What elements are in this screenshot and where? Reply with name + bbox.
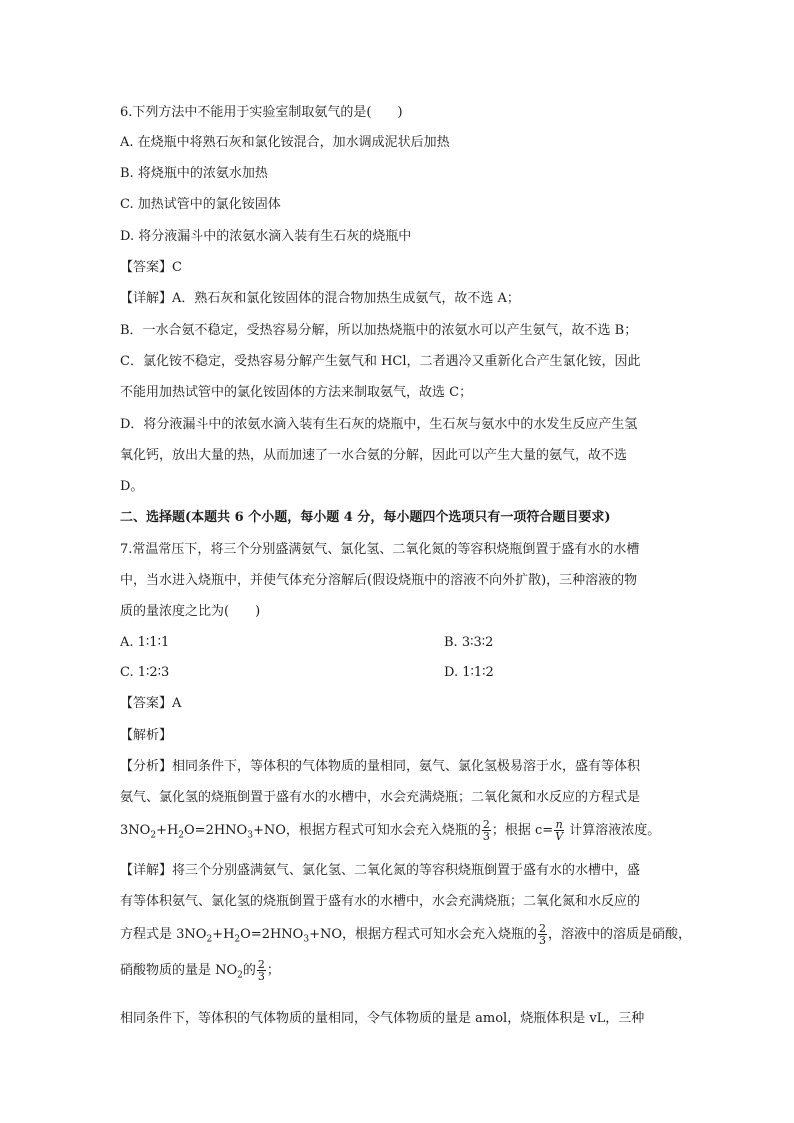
q6-option-d: D. 将分液漏斗中的浓氨水滴入装有生石灰的烧瓶中 xyxy=(120,229,412,244)
section-title: 二、选择题(本题共 6 个小题，每小题 4 分，每小题四个选项只有一项符合题目要求) xyxy=(120,510,611,525)
fraction-two-thirds: $\frac{2}{3}$ xyxy=(539,922,547,947)
q6-option-b: B. 将烧瓶中的浓氨水加热 xyxy=(120,166,268,181)
q7-fenxi-line: 【分析】相同条件下，等体积的气体物质的量相同，氨气、氯化氢极易溶于水，盛有等体积 xyxy=(120,759,641,774)
q7-fenxi-line: 氨气、氯化氢的烧瓶倒置于盛有水的水槽中，水会充满烧瓶；二氧化氮和水反应的方程式是 xyxy=(120,790,641,805)
q6-option-a: A. 在烧瓶中将熟石灰和氯化铵混合，加水调成泥状后加热 xyxy=(120,135,450,150)
q6-stem: 6.下列方法中不能用于实验室制取氨气的是( ) xyxy=(120,105,403,120)
fraction-two-thirds: $\frac{2}{3}$ xyxy=(257,958,265,983)
q7-option-d: D. 1∶1∶2 xyxy=(444,665,494,680)
q6-explain-line: C．氯化铵不稳定，受热容易分解产生氨气和 HCl，二者遇冷又重新化合产生氯化铵，因此 xyxy=(120,354,641,369)
fraction-n-over-v: $\frac{n}{V}$ xyxy=(555,818,564,843)
q6-explain-line: D．将分液漏斗中的浓氨水滴入装有生石灰的烧瓶中，生石灰与氨水中的水发生反应产生氢 xyxy=(120,417,638,432)
q7-stem-line: 中，当水进入烧瓶中，并使气体充分溶解后(假设烧瓶中的溶液不向外扩散)，三种溶液的物 xyxy=(120,573,638,588)
q6-explain-line: 氧化钙，放出大量的热，从而加速了一水合氨的分解，因此可以产生大量的氨气，故不选 xyxy=(120,448,628,463)
q7-analysis-label: 【解析】 xyxy=(120,728,173,743)
q7-option-b: B. 3∶3∶2 xyxy=(444,635,494,650)
q7-option-a: A. 1∶1∶1 xyxy=(120,635,170,650)
q7-option-c: C. 1∶2∶3 xyxy=(120,665,170,680)
q6-explain-line: D。 xyxy=(120,479,144,494)
q7-stem-line: 7.常温常压下，将三个分别盛满氨气、氯化氢、二氧化氮的等容积烧瓶倒置于盛有水的水槽 xyxy=(120,542,640,557)
q6-explain-line: 不能用加热试管中的氯化铵固体的方法来制取氨气，故选 C； xyxy=(120,385,473,400)
q7-xiangjie-line: 有等体积氨气、氯化氢的烧瓶倒置于盛有水的水槽中，水会充满烧瓶；二氧化氮和水反应的 xyxy=(120,894,641,909)
fraction-two-thirds: $\frac{2}{3}$ xyxy=(482,818,490,843)
q7-stem-line: 质的量浓度之比为( ) xyxy=(120,604,261,619)
q7-xiangjie-equation-line: 方程式是 $3NO_2+H_2O=2HNO_3+NO$，根据方程式可知水会充入烧瓶的 $\frac{2}{3}$ ，溶液中的溶质是硝酸， xyxy=(120,922,692,947)
q6-answer: 【答案】C xyxy=(120,260,182,275)
q6-explain-line: B．一水合氨不稳定，受热容易分解，所以加热烧瓶中的浓氨水可以产生氨气，故不选 B； xyxy=(120,323,638,338)
q6-option-c: C. 加热试管中的氯化铵固体 xyxy=(120,197,281,212)
q7-answer: 【答案】A xyxy=(120,696,182,711)
q7-xiangjie-line: 【详解】将三个分别盛满氨气、氯化氢、二氧化氮的等容积烧瓶倒置于盛有水的水槽中，盛 xyxy=(120,863,641,878)
q7-xiangjie-nitric-line: 硝酸物质的量是 $NO_2$的 $\frac{2}{3}$ ； xyxy=(120,958,280,983)
q7-xiangjie-line: 相同条件下，等体积的气体物质的量相同，令气体物质的量是 amol，烧瓶体积是 vL，三种 xyxy=(120,1011,645,1026)
q7-fenxi-equation-line: $3NO_2+H_2O=2HNO_3+NO$，根据方程式可知水会充入烧瓶的 $\frac{2}{3}$ ；根据 c= $\frac{n}{V}$ 计算溶液浓度。 xyxy=(120,818,661,843)
q6-explain-line: 【详解】A．熟石灰和氯化铵固体的混合物加热生成氨气，故不选 A； xyxy=(120,291,520,306)
